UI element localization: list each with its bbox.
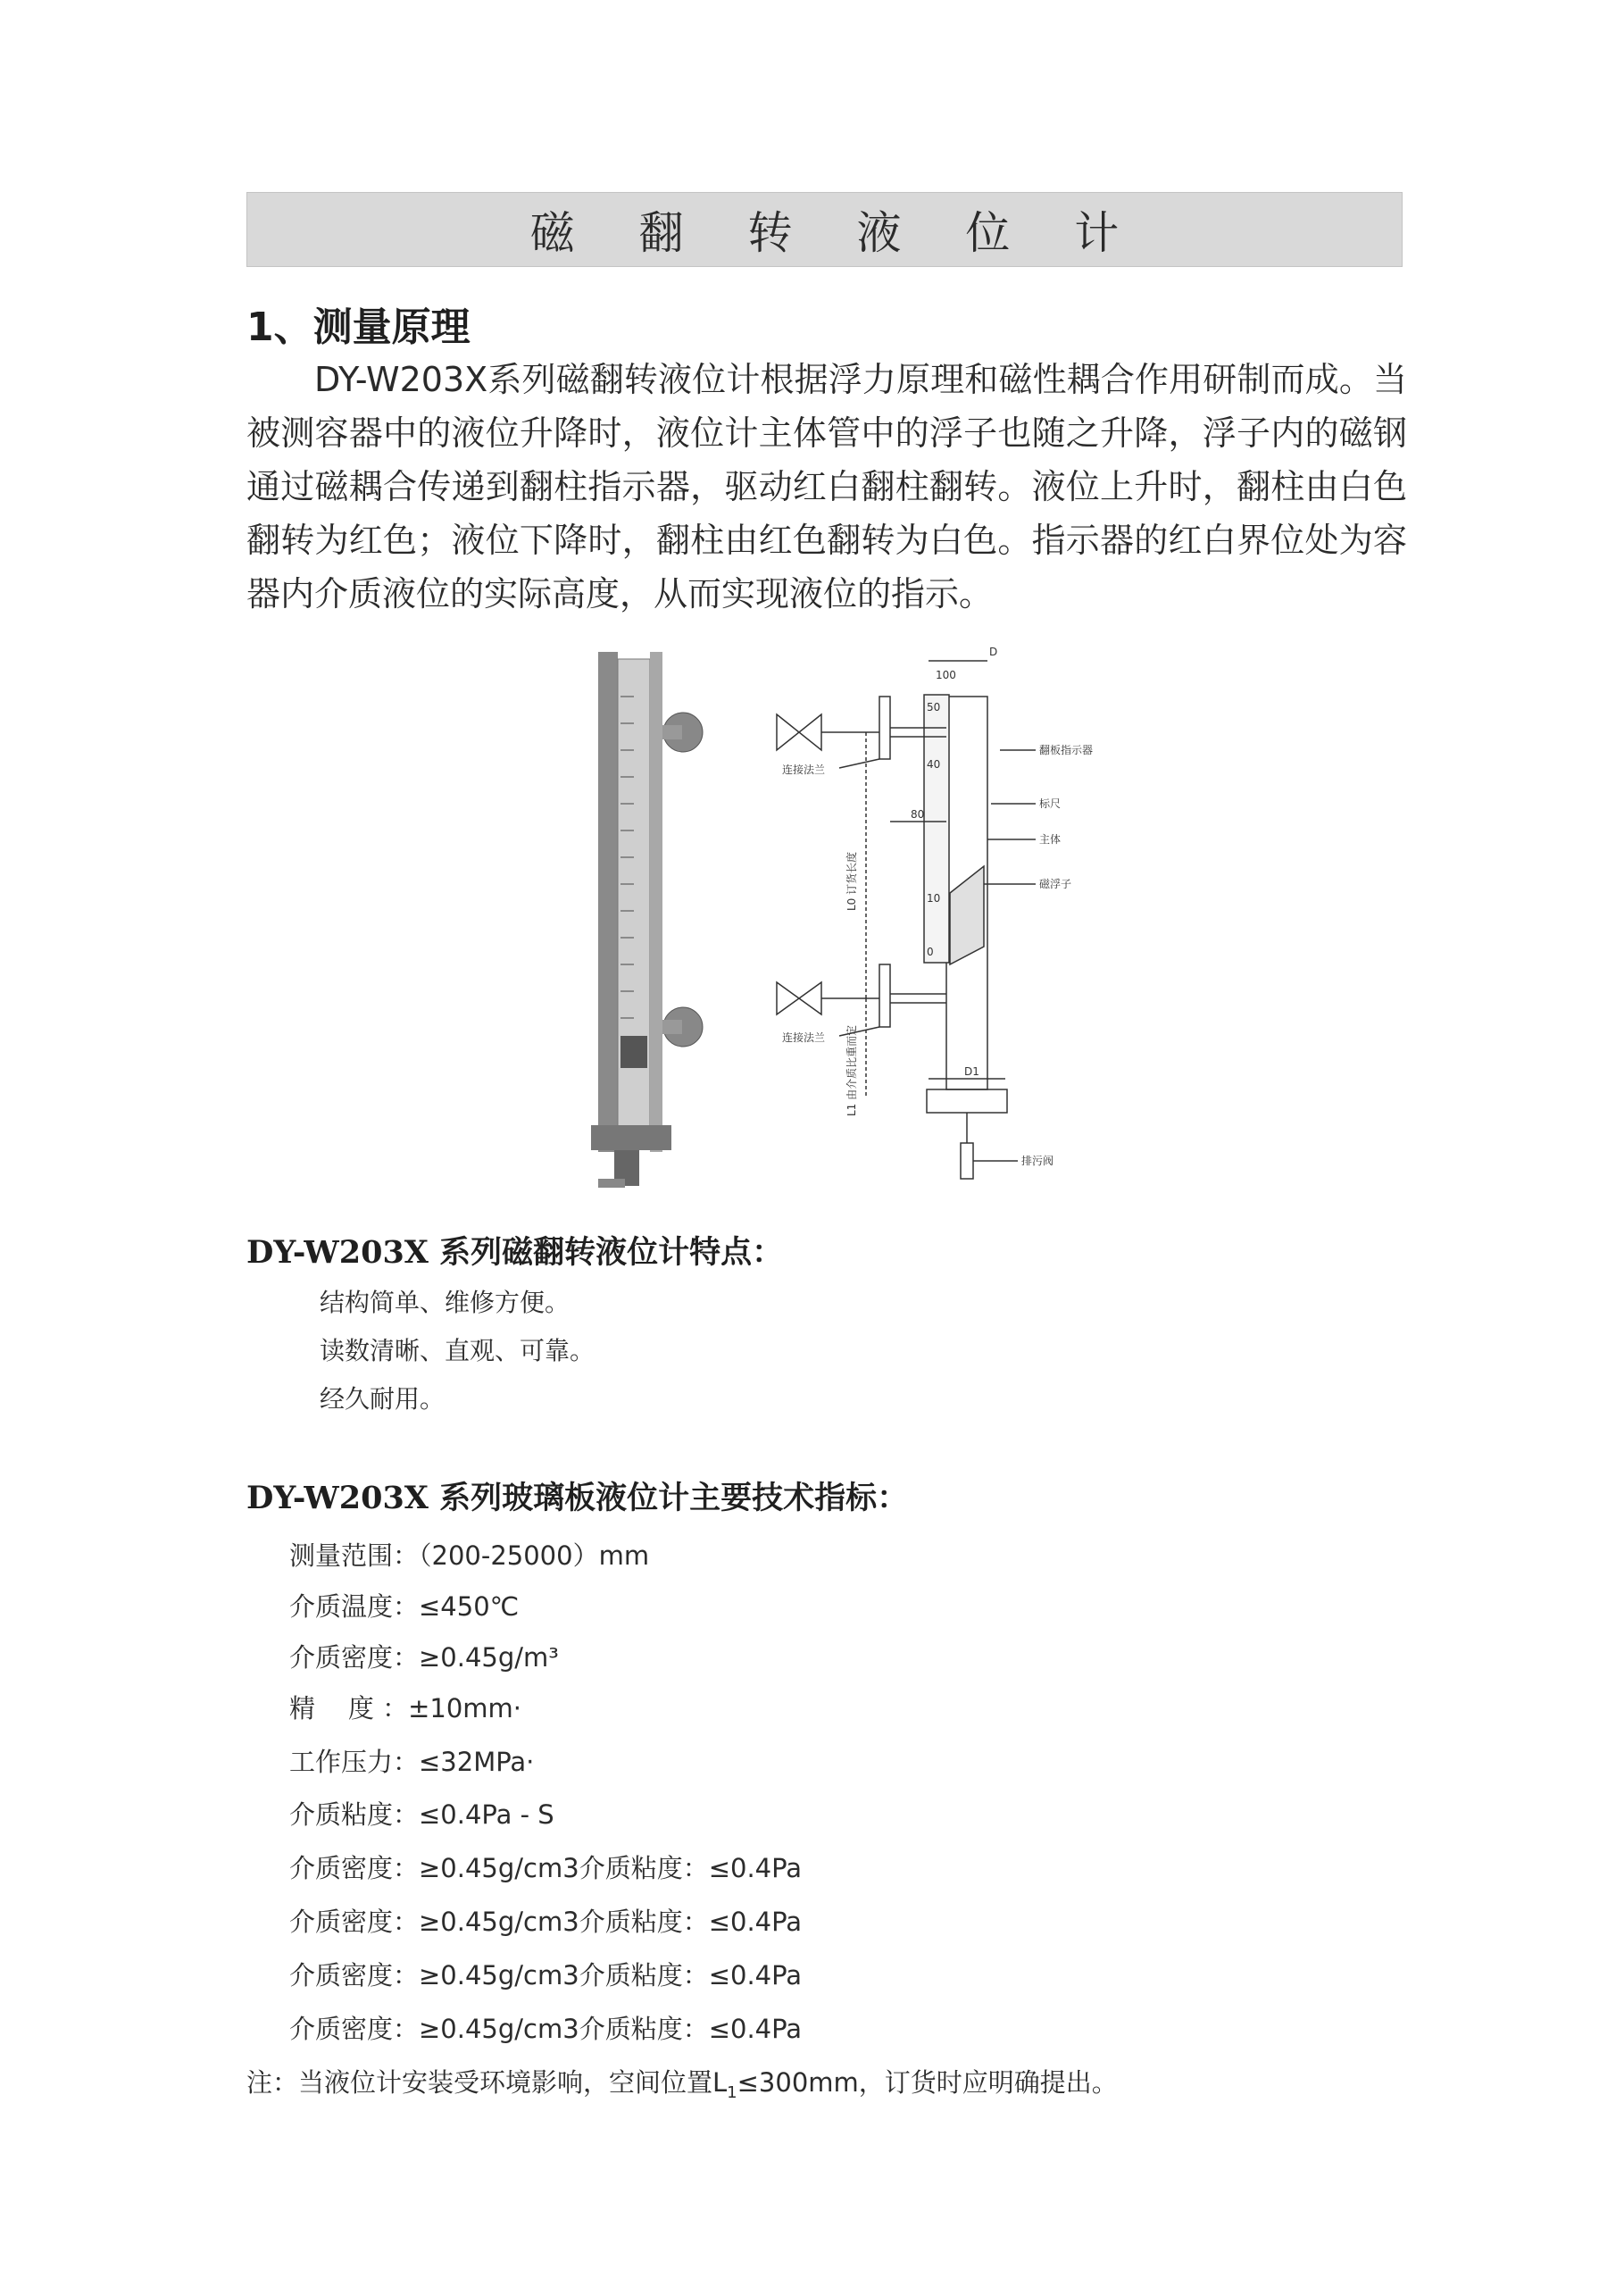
label-flange-top: 连接法兰 [782, 764, 826, 776]
spec-item: 测量范围：（200-25000）mm [289, 1540, 650, 1571]
feature-item: 读数清晰、直观、可靠。 [320, 1336, 595, 1365]
label-scale-0: 0 [927, 946, 934, 958]
footnote-prefix: 注：当液位计安装受环境影响，空间位置L [246, 2067, 728, 2098]
spec-item: 介质密度：≥0.45g/cm3介质粘度：≤0.4Pa [289, 1853, 803, 1883]
label-indicator: 翻板指示器 [1039, 744, 1094, 756]
spec-item: 工作压力：≤32MPa· [289, 1747, 535, 1777]
feature-item: 结构简单、维修方便。 [320, 1288, 570, 1317]
spec-item: 介质密度：≥0.45g/m³ [289, 1642, 559, 1673]
level-gauge-figure [571, 643, 1125, 1214]
label-scale: 标尺 [1039, 797, 1062, 810]
label-body: 主体 [1039, 833, 1062, 846]
label-dim-L0: L0 订货长度 [845, 851, 858, 911]
spec-item: 介质温度：≤450℃ [289, 1591, 520, 1622]
label-flange-bottom: 连接法兰 [782, 1031, 826, 1044]
schematic-drawing [777, 661, 1036, 1179]
label-scale-40: 40 [927, 758, 941, 771]
label-scale-50: 50 [927, 701, 941, 714]
spec-item: 介质密度：≥0.45g/cm3介质粘度：≤0.4Pa [289, 1960, 803, 1990]
spec-item: 介质粘度：≤0.4Pa - S [289, 1799, 554, 1830]
footnote [246, 2063, 1118, 2102]
specs-heading: DY-W203X 系列玻璃板液位计主要技术指标： [246, 1480, 909, 1516]
footnote-subscript: 1 [727, 2082, 737, 2102]
feature-item: 经久耐用。 [320, 1384, 446, 1414]
section-heading-principle: 1、测量原理 [246, 305, 471, 350]
label-drain: 排污阀 [1021, 1155, 1054, 1167]
label-dim-D: D [989, 646, 998, 658]
footnote-suffix: ≤300mm，订货时应明确提出。 [737, 2067, 1118, 2098]
features-heading: DY-W203X 系列磁翻转液位计特点： [246, 1234, 784, 1271]
principle-paragraph: DY-W203X系列磁翻转液位计根据浮力原理和磁性耦合作用研制而成。当被测容器中的液位升降时，液位计主体管中的浮子也随之升降，浮子内的磁钢通过磁耦合传递到翻柱指示器，驱动红白翻柱翻转。液位上升时，翻柱由白色翻转为红色；液位下降时，翻柱由红色翻转为白色。指示器的红白界位处为容器内介质液位的实际高度，从而实现液位的指示。 [246, 360, 1407, 613]
label-dim-D1: D1 [964, 1065, 979, 1078]
label-float: 磁浮子 [1039, 878, 1072, 890]
spec-item: 精 度 ：±10mm· [289, 1693, 522, 1723]
page-title: 磁 翻 转 液 位 计 [529, 207, 1145, 259]
product-photo [591, 652, 703, 1188]
label-scale-10: 10 [927, 892, 941, 905]
label-dim-80: 80 [911, 808, 925, 821]
spec-item: 介质密度：≥0.45g/cm3介质粘度：≤0.4Pa [289, 2014, 803, 2044]
label-dim-L1: L1 由介质比重而定 [845, 1024, 858, 1116]
spec-item: 介质密度：≥0.45g/cm3介质粘度：≤0.4Pa [289, 1907, 803, 1937]
label-dim-100: 100 [936, 669, 956, 681]
title-bar [246, 192, 1403, 267]
